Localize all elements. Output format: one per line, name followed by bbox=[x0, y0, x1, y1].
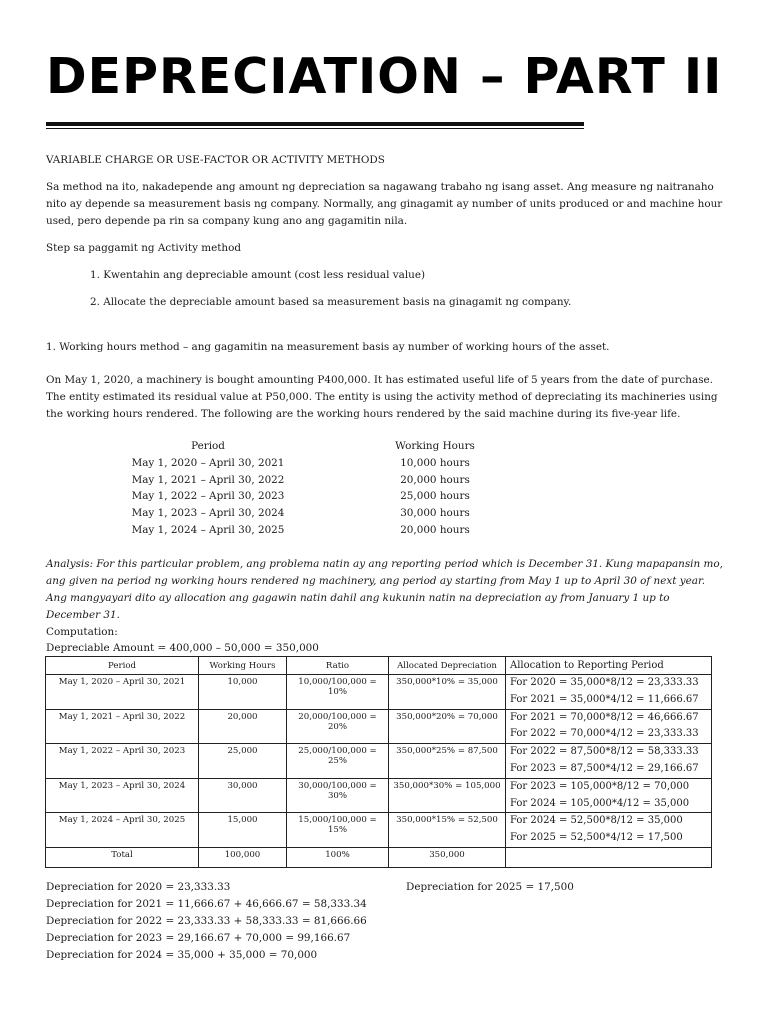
total-allocated: 350,000 bbox=[389, 847, 506, 867]
total-label: Total bbox=[46, 847, 199, 867]
allocation-line: For 2021 = 70,000*8/12 = 46,666.67 bbox=[510, 711, 699, 723]
depreciation-line-2025: Depreciation for 2025 = 17,500 bbox=[406, 881, 574, 893]
depreciation-line: Depreciation for 2023 = 29,166.67 + 70,000 = 99,166.67 bbox=[46, 932, 351, 944]
cell-allocation bbox=[506, 675, 712, 710]
title-underline-thick bbox=[46, 122, 584, 126]
period-item: May 1, 2022 – April 30, 2023 bbox=[131, 490, 285, 503]
period-item: May 1, 2024 – April 30, 2025 bbox=[131, 523, 285, 536]
table-row bbox=[46, 813, 712, 848]
cell-allocation bbox=[506, 744, 712, 779]
table-total-row bbox=[46, 847, 712, 867]
column-header-period: Period bbox=[46, 657, 199, 675]
cell-hours: 10,000 bbox=[199, 675, 287, 710]
section-heading: VARIABLE CHARGE OR USE-FACTOR OR ACTIVITY METHODS bbox=[46, 154, 385, 166]
depreciation-line: Depreciation for 2021 = 11,666.67 + 46,666.67 = 58,333.34 bbox=[46, 898, 367, 910]
intro-paragraph: Sa method na ito, nakadepende ang amount ng depreciation sa nagawang trabaho ng isang asset. Ang measure ng naitranaho nito ay depende sa measurement basis ng company. Normally, ang ginagamit ay number of units produced or and machine hour used, pero depende pa rin sa company kung ano ang gagamitin nila. bbox=[46, 181, 723, 227]
analysis-paragraph: Analysis: For this particular problem, ang problema natin ay ang reporting period which is December 31. Kung mapapansin mo, ang given na period ng working hours rendered ng machinery, ang period ay starting from May 1 up to April 30 of next year. Ang mangyayari dito ay allocation ang gagawin natin dahil ang kukunin natin na depreciation ay from January 1 up to December 31. bbox=[46, 558, 723, 621]
steps-heading: Step sa paggamit ng Activity method bbox=[46, 242, 242, 254]
depreciation-summary bbox=[46, 879, 367, 964]
cell-allocation bbox=[506, 778, 712, 813]
computation-table bbox=[45, 656, 712, 868]
step-item-2: 2. Allocate the depreciable amount based sa measurement basis na ginagamit ng company. bbox=[90, 296, 572, 308]
allocation-line: For 2022 = 87,500*8/12 = 58,333.33 bbox=[510, 746, 699, 758]
working-hours-period-column bbox=[128, 438, 288, 539]
depreciation-line: Depreciation for 2024 = 35,000 + 35,000 = 70,000 bbox=[46, 949, 318, 961]
cell-ratio: 25,000/100,000 = 25% bbox=[287, 744, 389, 779]
cell-allocated: 350,000*20% = 70,000 bbox=[389, 709, 506, 744]
cell-period: May 1, 2023 – April 30, 2024 bbox=[46, 778, 199, 813]
depreciation-line: Depreciation for 2022 = 23,333.33 + 58,333.33 = 81,666.66 bbox=[46, 915, 367, 927]
page-title: DEPRECIATION – PART II bbox=[46, 48, 723, 105]
title-underline-thin bbox=[46, 128, 584, 129]
table-row bbox=[46, 778, 712, 813]
table-row bbox=[46, 744, 712, 779]
column-header-ratio: Ratio bbox=[287, 657, 389, 675]
cell-ratio: 20,000/100,000 = 20% bbox=[287, 709, 389, 744]
hours-item: 10,000 hours bbox=[400, 456, 470, 469]
cell-allocated: 350,000*25% = 87,500 bbox=[389, 744, 506, 779]
period-item: May 1, 2021 – April 30, 2022 bbox=[131, 473, 285, 486]
table-row bbox=[46, 709, 712, 744]
hours-item: 30,000 hours bbox=[400, 507, 470, 520]
cell-period: May 1, 2024 – April 30, 2025 bbox=[46, 813, 199, 848]
cell-allocated: 350,000*30% = 105,000 bbox=[389, 778, 506, 813]
allocation-line: For 2024 = 52,500*8/12 = 35,000 bbox=[510, 815, 683, 827]
cell-ratio: 10,000/100,000 = 10% bbox=[287, 675, 389, 710]
allocation-line: For 2022 = 70,000*4/12 = 23,333.33 bbox=[510, 728, 699, 740]
period-item: May 1, 2020 – April 30, 2021 bbox=[131, 456, 285, 469]
hours-header: Working Hours bbox=[395, 440, 475, 452]
allocation-line: For 2020 = 35,000*8/12 = 23,333.33 bbox=[510, 677, 699, 688]
cell-hours: 15,000 bbox=[199, 813, 287, 848]
column-header-allocated-depreciation: Allocated Depreciation bbox=[389, 657, 506, 675]
depreciable-amount: Depreciable Amount = 400,000 – 50,000 = 350,000 bbox=[46, 642, 319, 654]
problem-paragraph: On May 1, 2020, a machinery is bought amounting P400,000. It has estimated useful life of 5 years from the date of purchase. The entity estimated its residual value at P50,000. The entity is using the activity method of depreciating its machineries using the working hours rendered. The following are the working hours rendered by the said machine during its five-year life. bbox=[46, 374, 718, 420]
cell-period: May 1, 2022 – April 30, 2023 bbox=[46, 744, 199, 779]
step-item-1: 1. Kwentahin ang depreciable amount (cost less residual value) bbox=[90, 269, 426, 281]
hours-item: 25,000 hours bbox=[400, 490, 470, 503]
cell-ratio: 15,000/100,000 = 15% bbox=[287, 813, 389, 848]
cell-ratio: 30,000/100,000 = 30% bbox=[287, 778, 389, 813]
allocation-line: For 2021 = 35,000*4/12 = 11,666.67 bbox=[510, 693, 699, 705]
table-row bbox=[46, 675, 712, 710]
allocation-line: For 2023 = 87,500*4/12 = 29,166.67 bbox=[510, 762, 699, 774]
hours-item: 20,000 hours bbox=[400, 473, 470, 486]
cell-allocation bbox=[506, 813, 712, 848]
allocation-line: For 2025 = 52,500*4/12 = 17,500 bbox=[510, 832, 683, 844]
hours-item: 20,000 hours bbox=[400, 523, 470, 536]
cell-hours: 25,000 bbox=[199, 744, 287, 779]
table-header-row bbox=[46, 657, 712, 675]
cell-allocated: 350,000*10% = 35,000 bbox=[389, 675, 506, 710]
allocation-line: For 2023 = 105,000*8/12 = 70,000 bbox=[510, 780, 690, 792]
column-header-allocation: Allocation to Reporting Period bbox=[506, 657, 712, 675]
total-hours: 100,000 bbox=[199, 847, 287, 867]
column-header-working-hours: Working Hours bbox=[199, 657, 287, 675]
method-description: 1. Working hours method – ang gagamitin na measurement basis ay number of working hours of the asset. bbox=[46, 341, 610, 353]
cell-hours: 20,000 bbox=[199, 709, 287, 744]
cell-allocation bbox=[506, 709, 712, 744]
computation-label: Computation: bbox=[46, 626, 118, 638]
allocation-line: For 2024 = 105,000*4/12 = 35,000 bbox=[510, 797, 690, 809]
period-header: Period bbox=[191, 440, 225, 452]
cell-period: May 1, 2020 – April 30, 2021 bbox=[46, 675, 199, 710]
depreciation-line: Depreciation for 2020 = 23,333.33 bbox=[46, 881, 231, 893]
cell-allocated: 350,000*15% = 52,500 bbox=[389, 813, 506, 848]
period-item: May 1, 2023 – April 30, 2024 bbox=[131, 507, 285, 520]
cell-hours: 30,000 bbox=[199, 778, 287, 813]
working-hours-value-column bbox=[390, 438, 480, 539]
cell-period: May 1, 2021 – April 30, 2022 bbox=[46, 709, 199, 744]
total-ratio: 100% bbox=[287, 847, 389, 867]
total-allocation-empty bbox=[506, 847, 712, 867]
